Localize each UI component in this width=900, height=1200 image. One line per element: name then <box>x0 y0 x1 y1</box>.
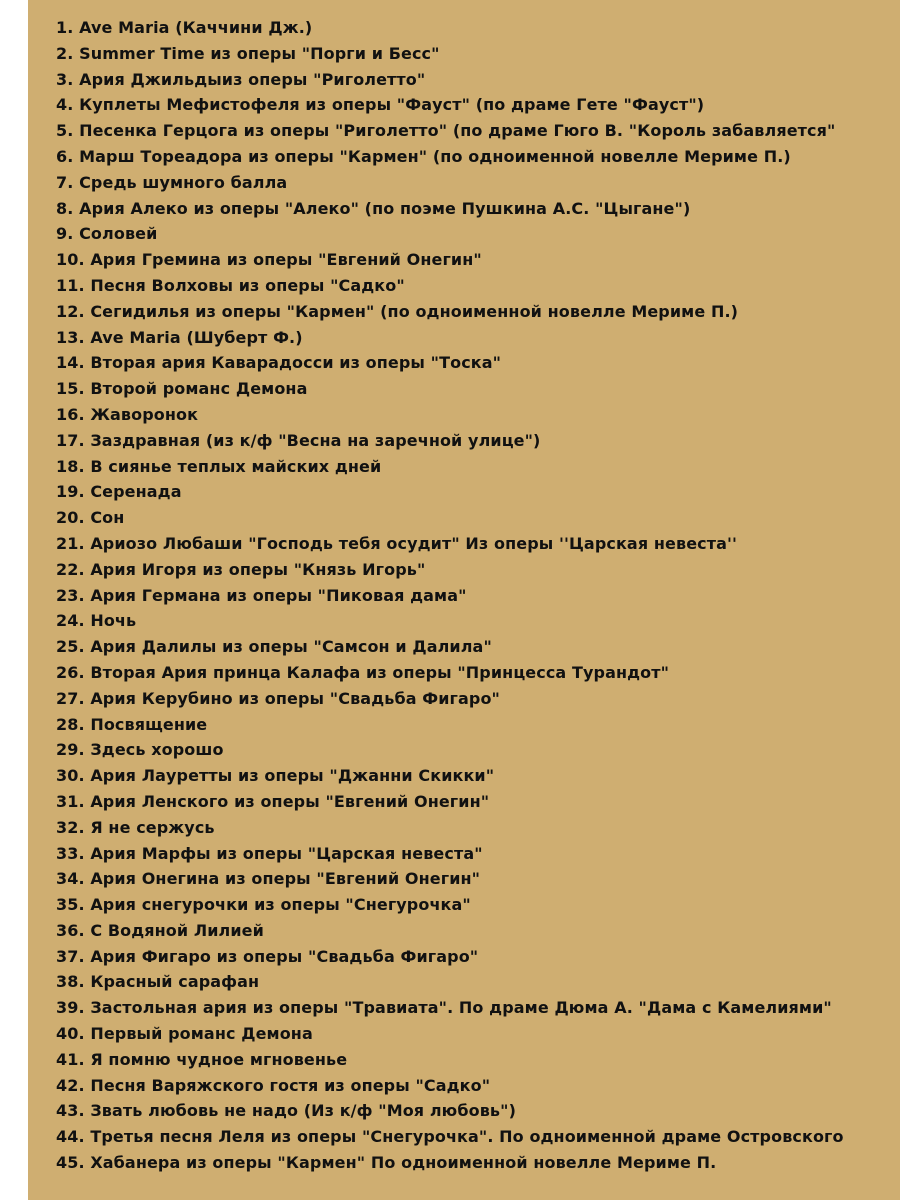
track-number: 36. <box>56 920 85 940</box>
track-number: 31. <box>56 791 85 811</box>
track-number: 34. <box>56 869 85 889</box>
track-number: 26. <box>56 662 85 682</box>
track-title: Звать любовь не надо (Из к/ф "Моя любовь") <box>90 1101 516 1121</box>
track-title: Застольная ария из оперы "Травиата". По драме Дюма А. "Дама с Камелиями" <box>90 998 832 1018</box>
track-number: 5. <box>56 121 74 141</box>
track-number: 16. <box>56 404 85 424</box>
track-title: Вторая Ария принца Калафа из оперы "Принцесса Турандот" <box>90 662 670 682</box>
track-number: 3. <box>56 69 74 89</box>
track-title: Сегидилья из оперы "Кармен" (по одноименной новелле Мериме П.) <box>90 301 739 321</box>
track-number: 21. <box>56 533 85 553</box>
track-title: Ave Maria (Шуберт Ф.) <box>90 327 303 347</box>
track-title: Ария Марфы из оперы "Царская невеста" <box>90 843 483 863</box>
track-title: Ария Онегина из оперы "Евгений Онегин" <box>90 869 481 889</box>
track-item <box>56 531 844 557</box>
track-title: Сон <box>90 508 125 528</box>
track-item <box>56 892 844 918</box>
track-title: Песня Варяжского гостя из оперы "Садко" <box>90 1075 491 1095</box>
track-number: 37. <box>56 946 85 966</box>
track-item <box>56 221 844 247</box>
track-number: 11. <box>56 275 85 295</box>
track-item <box>56 67 844 93</box>
track-title: Ария Далилы из оперы "Самсон и Далила" <box>90 637 492 657</box>
track-item <box>56 712 844 738</box>
track-number: 10. <box>56 250 85 270</box>
track-title: Я помню чудное мгновенье <box>90 1049 348 1069</box>
track-title: Третья песня Леля из оперы "Снегурочка". По одноименной драме Островского <box>90 1127 844 1147</box>
track-item <box>56 686 844 712</box>
track-number: 7. <box>56 172 74 192</box>
track-item <box>56 454 844 480</box>
track-number: 32. <box>56 817 85 837</box>
track-number: 45. <box>56 1153 85 1173</box>
track-item <box>56 325 844 351</box>
track-item <box>56 737 844 763</box>
tracklist-sheet <box>28 0 900 1200</box>
track-item <box>56 866 844 892</box>
track-title: Ария Керубино из оперы "Свадьба Фигаро" <box>90 688 500 708</box>
track-number: 39. <box>56 998 85 1018</box>
track-number: 12. <box>56 301 85 321</box>
track-number: 15. <box>56 379 85 399</box>
track-title: Я не сержусь <box>90 817 215 837</box>
track-number: 44. <box>56 1127 85 1147</box>
track-item <box>56 944 844 970</box>
track-title: Посвящение <box>90 714 208 734</box>
track-item <box>56 763 844 789</box>
track-title: Марш Тореадора из оперы "Кармен" (по одноименной новелле Мериме П.) <box>79 146 791 166</box>
track-item <box>56 789 844 815</box>
track-item <box>56 402 844 428</box>
track-list <box>56 15 844 1176</box>
track-item <box>56 995 844 1021</box>
track-item <box>56 841 844 867</box>
track-title: Красный сарафан <box>90 972 260 992</box>
track-item <box>56 1021 844 1047</box>
track-number: 14. <box>56 353 85 373</box>
track-number: 28. <box>56 714 85 734</box>
track-number: 29. <box>56 740 85 760</box>
track-title: Ария Игоря из оперы "Князь Игорь" <box>90 559 426 579</box>
track-number: 42. <box>56 1075 85 1095</box>
track-title: Ария Германа из оперы "Пиковая дама" <box>90 585 467 605</box>
track-title: Summer Time из оперы "Порги и Бесс" <box>79 43 440 63</box>
track-title: Ария Гремина из оперы "Евгений Онегин" <box>90 250 482 270</box>
track-number: 40. <box>56 1024 85 1044</box>
track-number: 22. <box>56 559 85 579</box>
track-title: Куплеты Мефистофеля из оперы "Фауст" (по драме Гете "Фауст") <box>79 95 705 115</box>
track-number: 41. <box>56 1049 85 1069</box>
track-number: 2. <box>56 43 74 63</box>
track-title: Серенада <box>90 482 182 502</box>
track-title: Здесь хорошо <box>90 740 224 760</box>
track-number: 20. <box>56 508 85 528</box>
track-item <box>56 196 844 222</box>
track-number: 24. <box>56 611 85 631</box>
track-title: Заздравная (из к/ф "Весна на заречной улице") <box>90 430 541 450</box>
track-item <box>56 1150 844 1176</box>
track-number: 27. <box>56 688 85 708</box>
track-item <box>56 92 844 118</box>
track-item <box>56 583 844 609</box>
track-title: Ариозо Любаши "Господь тебя осудит" Из оперы ''Царская невеста'' <box>90 533 737 553</box>
track-item <box>56 1098 844 1124</box>
track-item <box>56 41 844 67</box>
track-title: Ария Ленского из оперы "Евгений Онегин" <box>90 791 490 811</box>
track-title: Хабанера из оперы "Кармен" По одноименной новелле Мериме П. <box>90 1153 717 1173</box>
track-item <box>56 608 844 634</box>
track-item <box>56 479 844 505</box>
track-item <box>56 299 844 325</box>
track-item <box>56 247 844 273</box>
track-title: Жаворонок <box>90 404 199 424</box>
track-item <box>56 350 844 376</box>
track-number: 4. <box>56 95 74 115</box>
track-number: 43. <box>56 1101 85 1121</box>
track-item <box>56 505 844 531</box>
track-item <box>56 170 844 196</box>
track-number: 19. <box>56 482 85 502</box>
track-title: В сиянье теплых майских дней <box>90 456 382 476</box>
track-item <box>56 428 844 454</box>
track-title: Первый романс Демона <box>90 1024 313 1044</box>
track-number: 1. <box>56 18 74 37</box>
track-title: Ария Лауретты из оперы "Джанни Скикки" <box>90 766 495 786</box>
track-number: 9. <box>56 224 74 244</box>
track-title: Второй романс Демона <box>90 379 308 399</box>
track-item <box>56 557 844 583</box>
track-number: 38. <box>56 972 85 992</box>
track-number: 18. <box>56 456 85 476</box>
track-number: 25. <box>56 637 85 657</box>
track-title: Средь шумного балла <box>79 172 288 192</box>
track-number: 30. <box>56 766 85 786</box>
track-item <box>56 118 844 144</box>
track-item <box>56 1073 844 1099</box>
track-title: Песня Волховы из оперы "Садко" <box>90 275 405 295</box>
track-number: 8. <box>56 198 74 218</box>
track-title: Ария снегурочки из оперы "Снегурочка" <box>90 895 471 915</box>
track-item <box>56 273 844 299</box>
track-item <box>56 918 844 944</box>
track-item <box>56 1124 844 1150</box>
track-title: Ария Алеко из оперы "Алеко" (по поэме Пушкина А.С. "Цыгане") <box>79 198 691 218</box>
track-item <box>56 660 844 686</box>
track-number: 6. <box>56 146 74 166</box>
track-item <box>56 815 844 841</box>
track-title: Вторая ария Каварадосси из оперы "Тоска" <box>90 353 502 373</box>
track-number: 23. <box>56 585 85 605</box>
track-title: Ночь <box>90 611 137 631</box>
track-title: Ария Джильдыиз оперы "Риголетто" <box>79 69 426 89</box>
track-item <box>56 1047 844 1073</box>
track-number: 13. <box>56 327 85 347</box>
track-number: 35. <box>56 895 85 915</box>
track-title: Ave Maria (Каччини Дж.) <box>79 18 313 37</box>
track-item <box>56 144 844 170</box>
track-title: Песенка Герцога из оперы "Риголетто" (по драме Гюго В. "Король забавляется" <box>79 121 836 141</box>
track-item <box>56 376 844 402</box>
track-number: 33. <box>56 843 85 863</box>
track-number: 17. <box>56 430 85 450</box>
track-title: Ария Фигаро из оперы "Свадьба Фигаро" <box>90 946 479 966</box>
track-title: Соловей <box>79 224 158 244</box>
track-item <box>56 15 844 41</box>
track-title: С Водяной Лилией <box>90 920 264 940</box>
track-item <box>56 969 844 995</box>
track-item <box>56 634 844 660</box>
